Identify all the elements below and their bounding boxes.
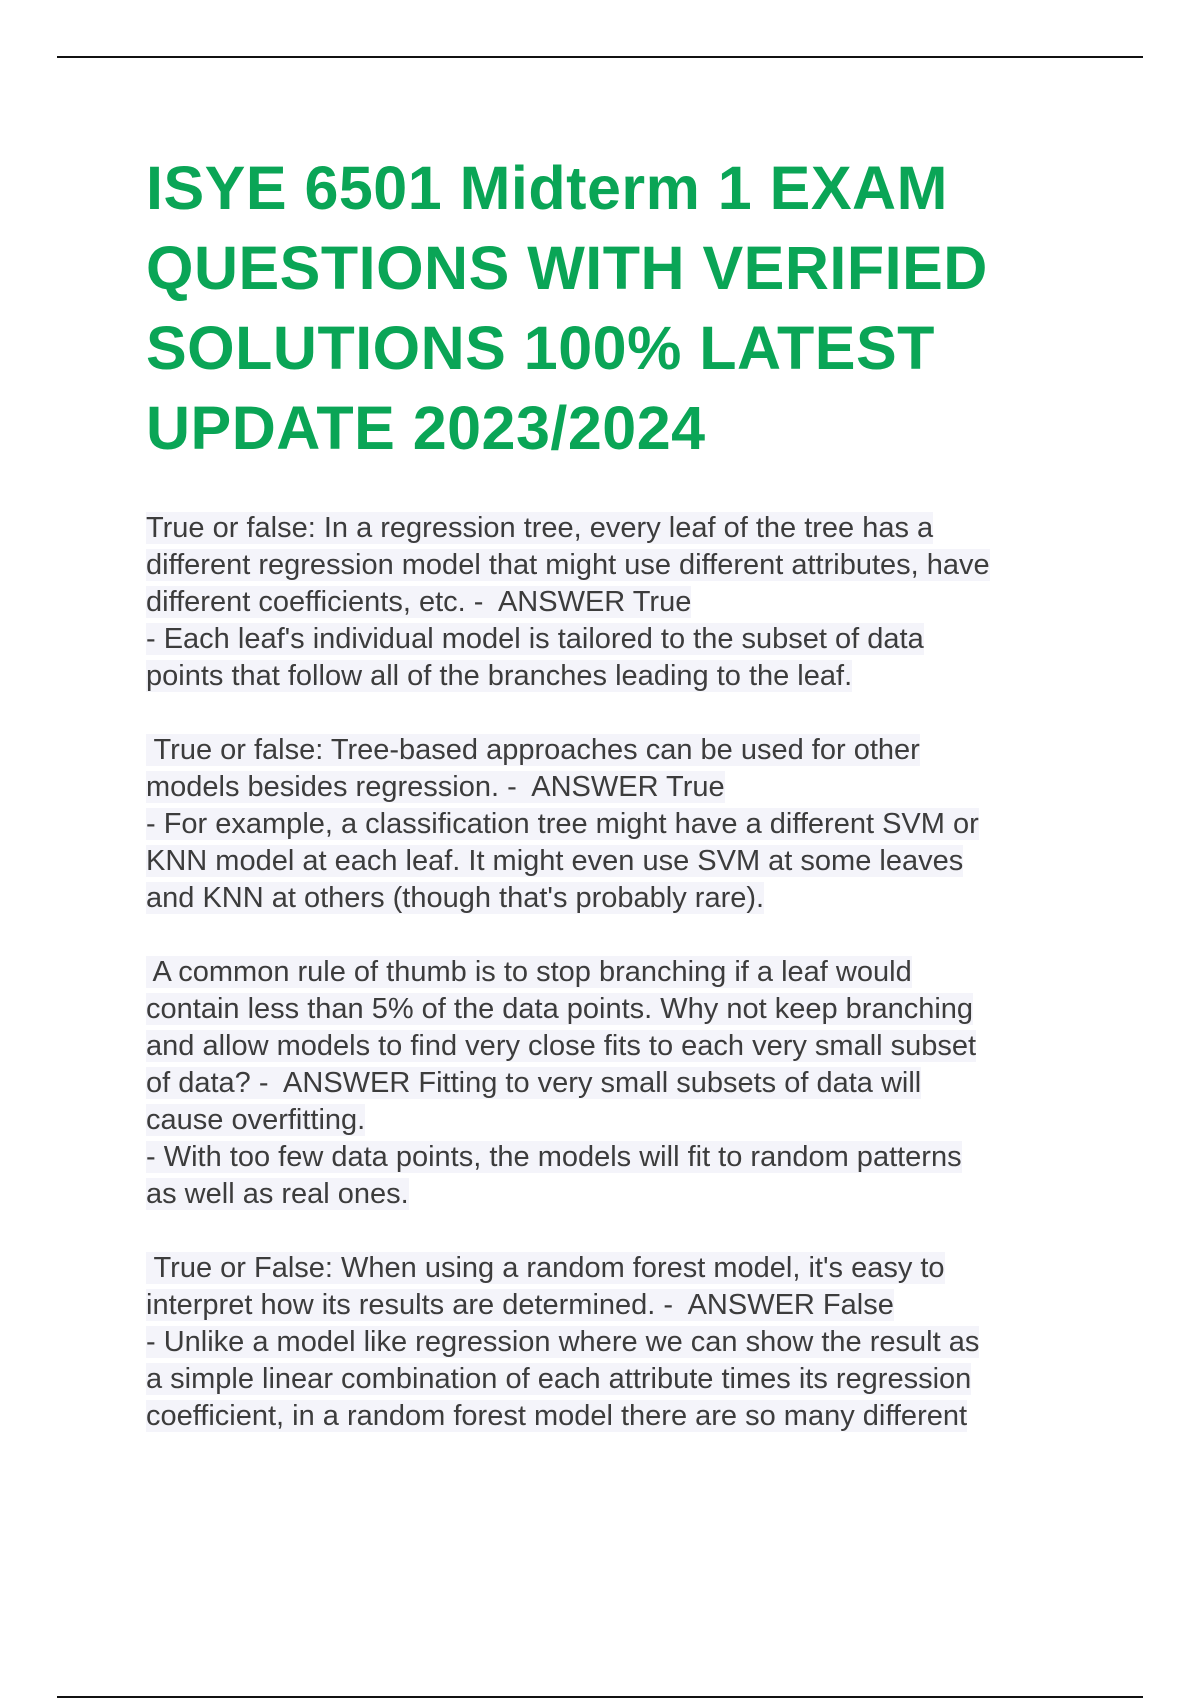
qa-line: coefficient, in a random forest model there are so many different xyxy=(146,1400,968,1432)
qa-line: different regression model that might use different attributes, have xyxy=(146,549,990,581)
qa-line: True or False: When using a random forest model, it's easy to xyxy=(146,1252,945,1284)
qa-line: interpret how its results are determined. - ANSWER False xyxy=(146,1289,894,1321)
qa-line: and KNN at others (though that's probably rare). xyxy=(146,882,765,914)
qa-block xyxy=(146,954,1106,1213)
qa-line: as well as real ones. xyxy=(146,1178,409,1210)
qa-line: contain less than 5% of the data points. Why not keep branching xyxy=(146,993,974,1025)
document-title: ISYE 6501 Midterm 1 EXAM QUESTIONS WITH VERIFIED SOLUTIONS 100% LATEST UPDATE 2023/2024 xyxy=(146,154,988,462)
qa-line: models besides regression. - ANSWER True xyxy=(146,771,725,803)
qa-line: a simple linear combination of each attribute times its regression xyxy=(146,1363,972,1395)
qa-line: - Unlike a model like regression where we can show the result as xyxy=(146,1326,980,1358)
qa-line: of data? - ANSWER Fitting to very small subsets of data will xyxy=(146,1067,922,1099)
qa-line: and allow models to find very close fits to each very small subset xyxy=(146,1030,977,1062)
qa-line: - With too few data points, the models will fit to random patterns xyxy=(146,1141,962,1173)
qa-line: KNN model at each leaf. It might even use SVM at some leaves xyxy=(146,845,964,877)
qa-line: points that follow all of the branches leading to the leaf. xyxy=(146,660,853,692)
qa-line: A common rule of thumb is to stop branching if a leaf would xyxy=(146,956,912,988)
bottom-rule xyxy=(57,1696,1143,1698)
qa-line: - Each leaf's individual model is tailored to the subset of data xyxy=(146,623,924,655)
qa-line: True or false: Tree-based approaches can be used for other xyxy=(146,734,920,766)
qa-line: different coefficients, etc. - ANSWER True xyxy=(146,586,692,618)
qa-block xyxy=(146,732,1106,917)
qa-block xyxy=(146,1250,1106,1435)
top-rule xyxy=(57,56,1143,58)
document-body xyxy=(146,510,1106,1472)
qa-line: True or false: In a regression tree, every leaf of the tree has a xyxy=(146,512,934,544)
qa-line: cause overfitting. xyxy=(146,1104,366,1136)
qa-block xyxy=(146,510,1106,695)
qa-line: - For example, a classification tree might have a different SVM or xyxy=(146,808,979,840)
